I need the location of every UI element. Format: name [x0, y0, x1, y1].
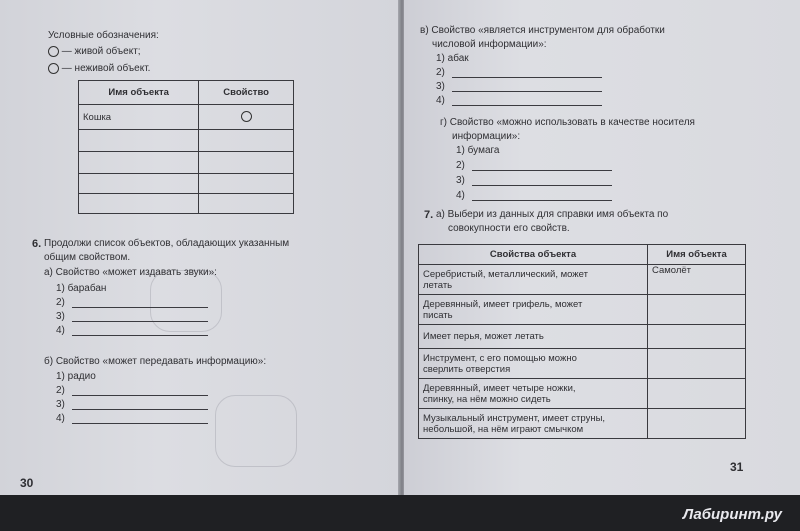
subtask-a-title: а) Свойство «может издавать звуки»:: [44, 267, 217, 278]
task6-text-line1: Продолжи список объектов, обладающих указанным: [44, 238, 290, 249]
table-row: Музыкальный инструмент, имеет струны, небольшой, на нём играют смычком: [419, 409, 648, 439]
table-cell[interactable]: [79, 174, 199, 194]
table-cell[interactable]: [199, 152, 294, 174]
answer-line[interactable]: [472, 170, 612, 171]
list-item: 2): [456, 160, 465, 171]
table-cell[interactable]: [648, 409, 746, 439]
table-row: Инструмент, с его помощью можно сверлить отверстия: [419, 349, 648, 379]
task7-text-line2: совокупности его свойств.: [448, 223, 570, 234]
task-number: 6.: [32, 238, 42, 250]
table-cell: [199, 105, 294, 130]
task-number: 7.: [424, 209, 434, 221]
list-item: 3): [456, 175, 465, 186]
answer-line[interactable]: [452, 105, 602, 106]
subtask-v-line2: числовой информации»:: [432, 39, 547, 50]
objects-table: [78, 80, 294, 214]
table-cell[interactable]: [79, 152, 199, 174]
table-cell[interactable]: [648, 379, 746, 409]
subtask-v-line1: в) Свойство «является инструментом для обработки: [420, 25, 665, 36]
subtask-b-title: б) Свойство «может передавать информацию»:: [44, 356, 267, 367]
list-item: 3): [56, 399, 65, 410]
answer-line[interactable]: [72, 423, 208, 424]
bleed-through-shape: [215, 395, 297, 467]
table-cell: Кошка: [79, 105, 199, 130]
properties-table: [418, 244, 746, 439]
list-item: 4): [56, 413, 65, 424]
answer-line[interactable]: [72, 409, 208, 410]
watermark-logo: Лабиринт.ру: [682, 506, 782, 523]
list-item: 2): [56, 385, 65, 396]
answer-line[interactable]: [472, 185, 612, 186]
right-page: [404, 0, 800, 531]
answer-line[interactable]: [452, 77, 602, 78]
list-item: 2): [56, 297, 65, 308]
page-number: 30: [20, 476, 34, 490]
answer-line[interactable]: [72, 395, 208, 396]
legend-nonlive: — неживой объект.: [48, 63, 150, 74]
list-item: 3): [436, 81, 445, 92]
task6-text-line2: общим свойством.: [44, 252, 131, 263]
table-header-name: Имя объекта: [648, 245, 746, 265]
list-item: 3): [56, 311, 65, 322]
table-row: Деревянный, имеет четыре ножки, спинку, на нём можно сидеть: [419, 379, 648, 409]
smile-icon: [241, 111, 252, 122]
list-item: 4): [456, 190, 465, 201]
answer-line[interactable]: [72, 307, 208, 308]
list-item: 1) радио: [56, 371, 96, 382]
table-cell[interactable]: [648, 325, 746, 349]
answer-line[interactable]: [72, 335, 208, 336]
table-cell: Самолёт: [648, 265, 746, 295]
bleed-through-shape: [150, 270, 222, 332]
table-cell[interactable]: [199, 130, 294, 152]
table-cell[interactable]: [199, 174, 294, 194]
answer-line[interactable]: [472, 200, 612, 201]
answer-line[interactable]: [72, 321, 208, 322]
legend-title: Условные обозначения:: [48, 30, 159, 41]
table-row: Имеет перья, может летать: [419, 325, 648, 349]
list-item: 1) барабан: [56, 283, 107, 294]
table-row: Серебристый, металлический, может летать: [419, 265, 648, 295]
footer-bar: [0, 495, 800, 531]
table-header-properties: Свойства объекта: [419, 245, 648, 265]
list-item: 4): [56, 325, 65, 336]
table-cell[interactable]: [648, 349, 746, 379]
list-item: 1) бумага: [456, 145, 500, 156]
list-item: 1) абак: [436, 53, 469, 64]
legend-live: — живой объект;: [48, 46, 141, 57]
table-header-property: Свойство: [199, 81, 294, 105]
list-item: 2): [436, 67, 445, 78]
table-cell[interactable]: [79, 130, 199, 152]
table-row: Деревянный, имеет грифель, может писать: [419, 295, 648, 325]
page-number: 31: [730, 460, 744, 474]
answer-line[interactable]: [452, 91, 602, 92]
subtask-g-line1: г) Свойство «можно использовать в качестве носителя: [440, 117, 695, 128]
subtask-g-line2: информации»:: [452, 131, 521, 142]
sad-face-icon: [48, 63, 59, 74]
list-item: 4): [436, 95, 445, 106]
table-cell[interactable]: [79, 194, 199, 214]
task7-text-line1: а) Выбери из данных для справки имя объекта по: [436, 209, 669, 220]
smile-icon: [48, 46, 59, 57]
table-header-name: Имя объекта: [79, 81, 199, 105]
table-cell[interactable]: [648, 295, 746, 325]
table-cell[interactable]: [199, 194, 294, 214]
